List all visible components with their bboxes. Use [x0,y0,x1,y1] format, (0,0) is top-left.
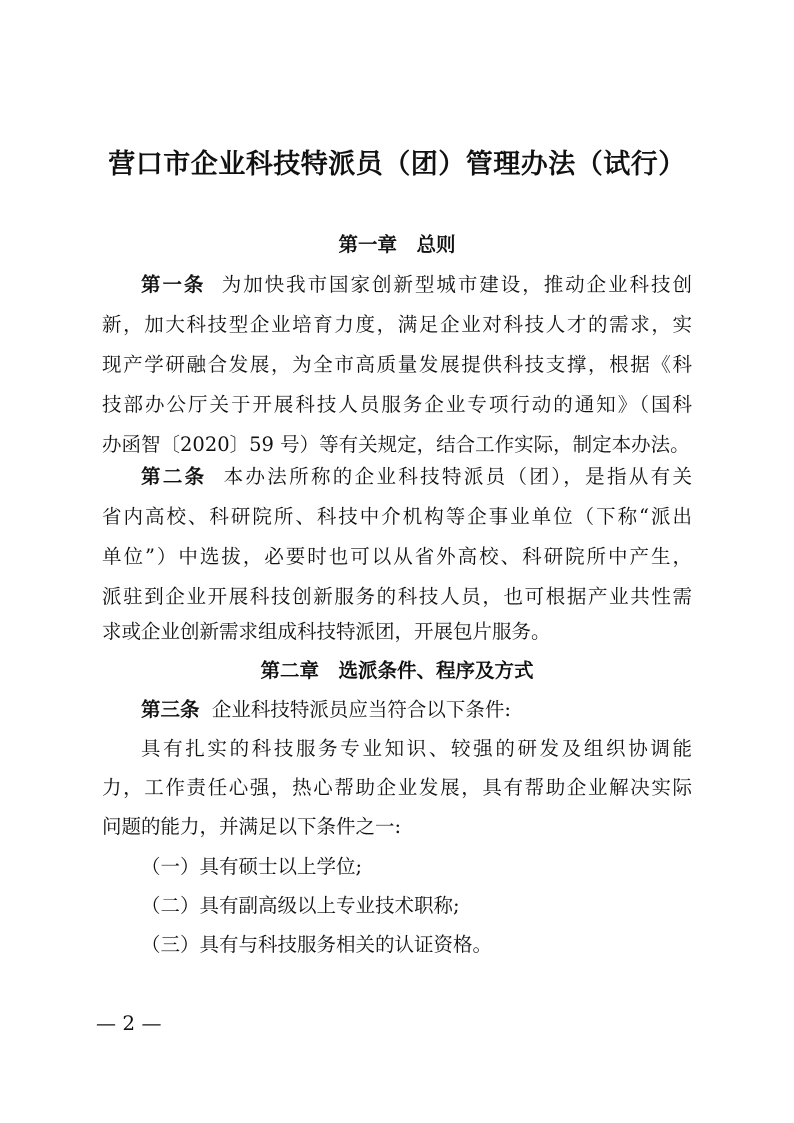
article-3-text: 企业科技特派员应当符合以下条件: [211,698,511,721]
condition-item-2: （二）具有副高级以上专业技术职称; [141,894,460,917]
article-1-line-1 [141,270,692,300]
condition-item-3: （三）具有与科技服务相关的认证资格。 [141,933,493,956]
article-1-line-4: 技部办公厅关于开展科技人员服务企业专项行动的通知》（国科 [102,393,692,416]
article-2-line-4: 派驻到企业开展科技创新服务的科技人员，也可根据产业共性需 [102,585,692,608]
article-1-line-2: 新，加大科技型企业培育力度，满足企业对科技人才的需求，实 [102,313,692,336]
article-3-line-1 [141,695,692,725]
article-3-line-3: 力，工作责任心强，热心帮助企业发展，具有帮助企业解决实际 [102,776,692,799]
article-2-line-5: 求或企业创新需求组成科技特派团，开展包片服务。 [102,620,551,643]
page-number: — 2 — [96,1011,162,1035]
chapter-1-heading: 第一章 总则 [338,233,456,256]
article-1-label: 第一条 [141,273,206,296]
document-title: 营口市企业科技特派员（团）管理办法（试行） [108,149,686,180]
article-3-line-2: 具有扎实的科技服务专业知识、较强的研发及组织协调能 [141,737,692,760]
condition-item-1: （一）具有硕士以上学位; [141,855,363,878]
chapter-2-heading: 第二章 选派条件、程序及方式 [260,659,534,682]
article-2-text: 本办法所称的企业科技特派员（团），是指从有关 [223,465,692,488]
article-2-line-3: 单位”）中选拔，必要时也可以从省外高校、科研院所中产生， [102,545,692,568]
article-2-line-2: 省内高校、科研院所、科技中介机构等企事业单位（下称“派出 [102,505,692,528]
article-3-label: 第三条 [141,698,200,721]
article-1-line-5: 办函智〔2020〕59 号）等有关规定，结合工作实际，制定本办法。 [102,433,690,456]
article-2-label: 第二条 [141,465,207,488]
article-3-line-4: 问题的能力，并满足以下条件之一: [102,815,402,838]
article-1-line-3: 现产学研融合发展，为全市高质量发展提供科技支撑，根据《科 [102,353,692,376]
article-2-line-1 [141,462,692,492]
article-1-text: 为加快我市国家创新型城市建设，推动企业科技创 [221,273,692,296]
